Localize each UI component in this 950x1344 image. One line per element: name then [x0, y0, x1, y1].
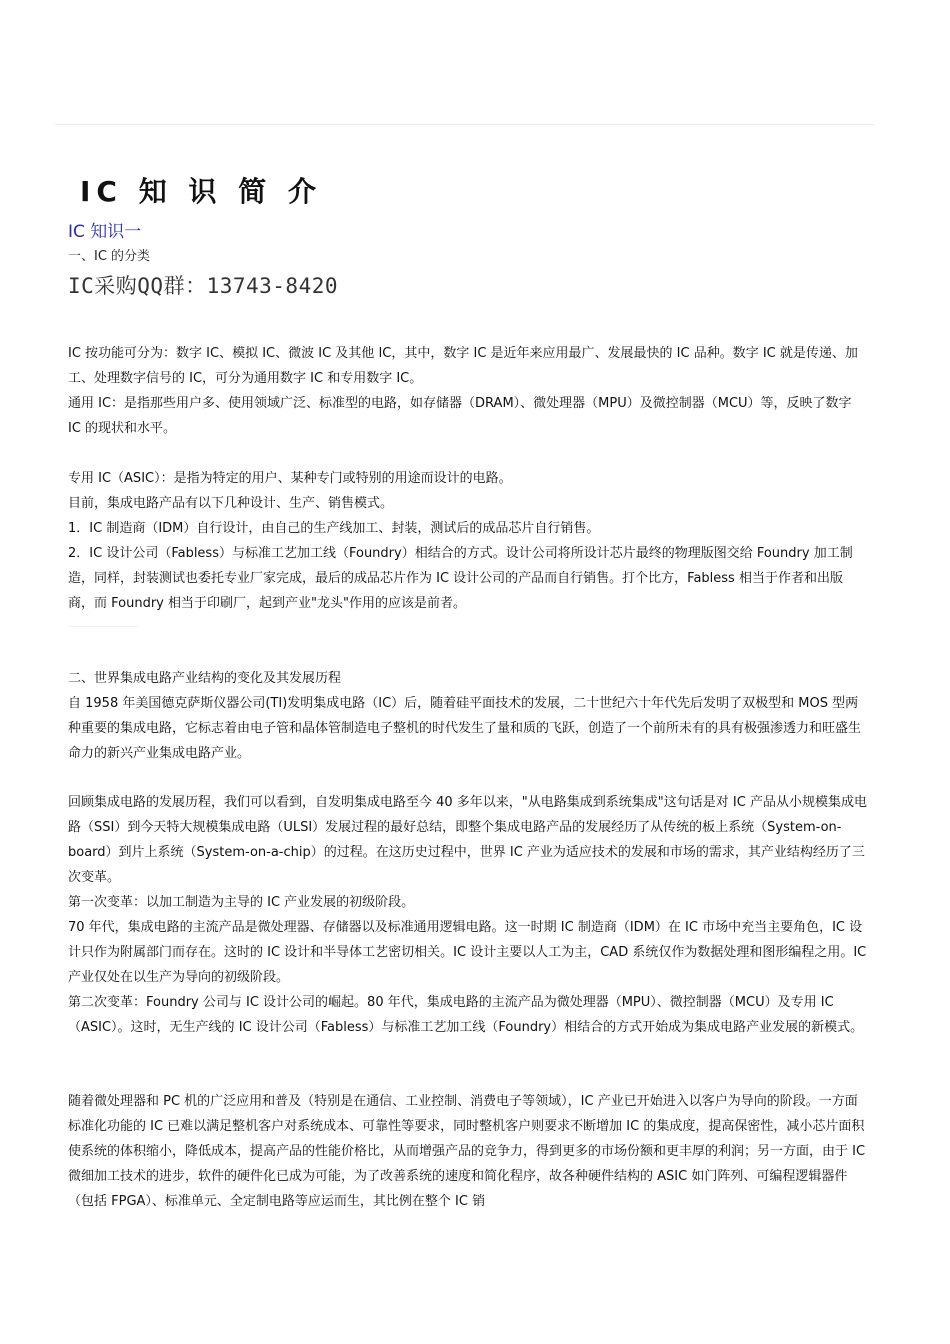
section-subtitle: IC 知识一: [68, 222, 142, 242]
paragraph-second-change: 第二次变革：Foundry 公司与 IC 设计公司的崛起。80 年代，集成电路的主流产品为微处理器（MPU）、微控制器（MCU）及专用 IC（ASIC）。这时，无生产线的 IC 设计公司（Fabless）与标准工艺加工线（Foundry）相结合的方式开始成为集成电路产业发展的新模式。: [68, 995, 864, 1035]
section2-intro: [68, 666, 868, 766]
section2-body: [68, 790, 868, 1040]
paragraph-history-origin: 自 1958 年美国德克萨斯仪器公司(TI)发明集成电路（IC）后，随着硅平面技术的发展，二十世纪六十年代先后发明了双极型和 MOS 型两种重要的集成电路，它标志着由电子管和晶体管制造电子整机的时代发生了量和质的飞跃，创造了一个前所未有的具有极强渗透力和旺盛生命力的新兴产业集成电路产业。: [68, 696, 862, 761]
faint-separator: [68, 626, 138, 627]
section-heading-classification: 一、IC 的分类: [68, 249, 151, 264]
paragraph-customer-oriented: 随着微处理器和 PC 机的广泛应用和普及（特别是在通信、工业控制、消费电子等领域），IC 产业已开始进入以客户为导向的阶段。一方面标准化功能的 IC 已难以满足整机客户对系统成本、可靠性等要求，同时整机客户则要求不断增加 IC 的集成度，提高保密性，减小芯片面积使系统的体积缩小，降低成本，提高产品的性能价格比，从而增强产品的竞争力，得到更多的市场份额和更丰厚的利润；另一方面，由于 IC 微细加工技术的进步，软件的硬件化已成为可能，为了改善系统的速度和简化程序，故各种硬件结构的 ASIC 如门阵列、可编程逻辑器件（包括 FPGA）、标准单元、全定制电路等应运而生，其比例在整个 IC 销: [68, 1094, 866, 1209]
section1-body: [68, 341, 868, 441]
paragraph-mode-idm: 1．IC 制造商（IDM）自行设计，由自己的生产线加工、封装，测试后的成品芯片自行销售。: [68, 521, 600, 536]
paragraph-ic-function: IC 按功能可分为：数字 IC、模拟 IC、微波 IC 及其他 IC，其中，数字 IC 是近年来应用最广、发展最快的 IC 品种。数字 IC 就是传递、加工、处理数字信号的 IC，可分为通用数字 IC 和专用数字 IC。: [68, 346, 858, 386]
page-top-divider: [55, 124, 875, 125]
section-heading-industry: 二、世界集成电路产业结构的变化及其发展历程: [68, 671, 342, 686]
paragraph-mode-fabless: 2．IC 设计公司（Fabless）与标准工艺加工线（Foundry）相结合的方式。设计公司将所设计芯片最终的物理版图交给 Foundry 加工制造，同样，封装测试也委托专业厂家完成，最后的成品芯片作为 IC 设计公司的产品而自行销售。打个比方，Fabless 相当于作者和出版商，而 Foundry 相当于印刷厂，起到产业"龙头"作用的应该是前者。: [68, 546, 853, 611]
paragraph-business-modes: 目前，集成电路产品有以下几种设计、生产、销售模式。: [68, 496, 394, 511]
qq-group-banner: IC采购QQ群：13743-8420: [68, 274, 339, 298]
paragraph-general-ic: 通用 IC：是指那些用户多、使用领域广泛、标准型的电路，如存储器（DRAM）、微处理器（MPU）及微控制器（MCU）等，反映了数字 IC 的现状和水平。: [68, 396, 852, 436]
paragraph-history-review: 回顾集成电路的发展历程，我们可以看到，自发明集成电路至今 40 多年以来，"从电路集成到系统集成"这句话是对 IC 产品从小规模集成电路（SSI）到今天特大规模集成电路（ULSI）发展过程的最好总结，即整个集成电路产品的发展经历了从传统的板上系统（System-on-board）到片上系统（System-on-a-chip）的过程。在这历史过程中，世界 IC 产业为适应技术的发展和市场的需求，其产业结构经历了三次变革。: [68, 795, 867, 885]
document-title: IC 知 识 简 介: [80, 175, 322, 208]
paragraph-first-change: 第一次变革：以加工制造为主导的 IC 产业发展的初级阶段。: [68, 895, 415, 910]
paragraph-asic: 专用 IC（ASIC）：是指为特定的用户、某种专门或特别的用途而设计的电路。: [68, 471, 512, 486]
paragraph-seventies: 70 年代，集成电路的主流产品是微处理器、存储器以及标准通用逻辑电路。这一时期 IC 制造商（IDM）在 IC 市场中充当主要角色，IC 设计只作为附属部门而存在。这时的 IC 设计和半导体工艺密切相关。IC 设计主要以人工为主，CAD 系统仅作为数据处理和图形编程之用。IC 产业仅处在以生产为导向的初级阶段。: [68, 920, 867, 985]
section2-body-continued: [68, 1089, 868, 1214]
section1-body-continued: [68, 466, 868, 616]
